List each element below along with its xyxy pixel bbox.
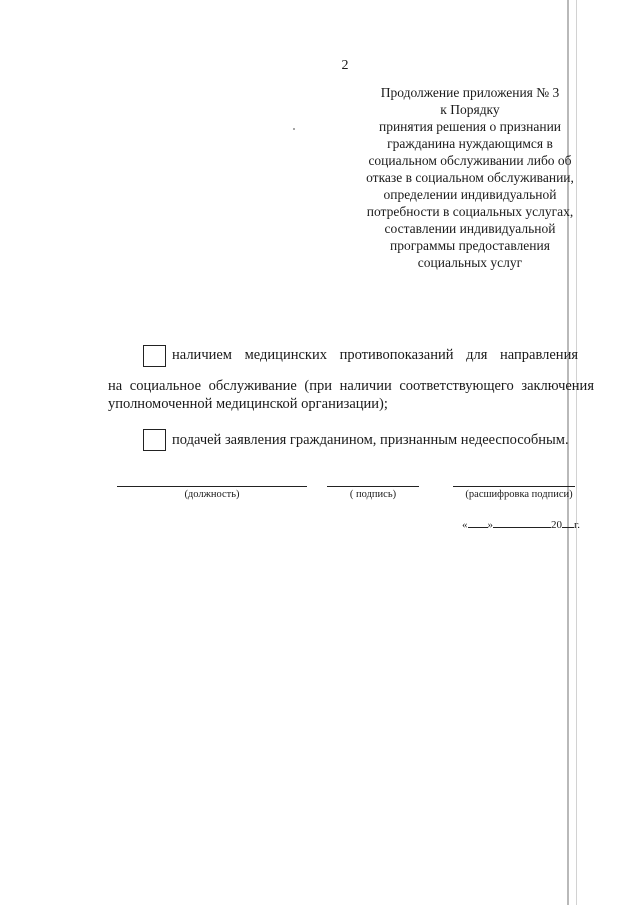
appendix-header-line: социальном обслуживании либо об (368, 153, 572, 168)
appendix-header-line: составлении индивидуальной (384, 221, 556, 236)
position-field-line[interactable] (117, 486, 307, 487)
date-month-blank[interactable] (493, 517, 551, 528)
appendix-header-line: отказе в социальном обслуживании, (366, 170, 574, 185)
option-medical-text-line1: наличием медицинских противопоказаний для направления (172, 347, 578, 363)
signature-field-line[interactable] (327, 486, 419, 487)
checkbox-medical-contraindications[interactable] (143, 345, 166, 367)
date-day-blank[interactable] (468, 517, 488, 528)
position-caption: (должность) (184, 489, 240, 500)
appendix-header-line: принятия решения о признании (378, 119, 562, 134)
appendix-header (350, 84, 590, 271)
option-incapacitated-text: подачей заявления гражданином, признанным недееспособным. (172, 432, 569, 448)
date-line (462, 517, 580, 531)
appendix-header-line: Продолжение приложения № 3 (380, 85, 560, 100)
signature-decoding-caption: (расшифровка подписи) (465, 489, 573, 500)
option-medical-text-line2: на социальное обслуживание (при наличии соответствующего заключения (108, 378, 594, 394)
date-close-quote: » (487, 519, 493, 531)
appendix-header-line: гражданина нуждающимся в (387, 136, 553, 151)
page-number: 2 (341, 58, 349, 73)
scan-speck (293, 128, 295, 130)
date-year-prefix: 20 (551, 519, 562, 531)
date-open-quote: « (462, 519, 468, 531)
appendix-header-line: программы предоставления (390, 238, 550, 253)
appendix-header-line: определении индивидуальной (383, 187, 557, 202)
checkbox-incapacitated-application[interactable] (143, 429, 166, 451)
option-medical-text-line3: уполномоченной медицинской организации); (108, 396, 388, 412)
signature-decoding-field-line[interactable] (453, 486, 575, 487)
signature-caption: ( подпись) (349, 489, 397, 500)
appendix-header-line: социальных услуг (417, 255, 523, 270)
appendix-header-line: к Порядку (440, 102, 500, 117)
date-year-blank[interactable] (562, 517, 574, 528)
date-year-suffix: г. (574, 519, 581, 531)
appendix-header-line: потребности в социальных услугах, (366, 204, 574, 219)
